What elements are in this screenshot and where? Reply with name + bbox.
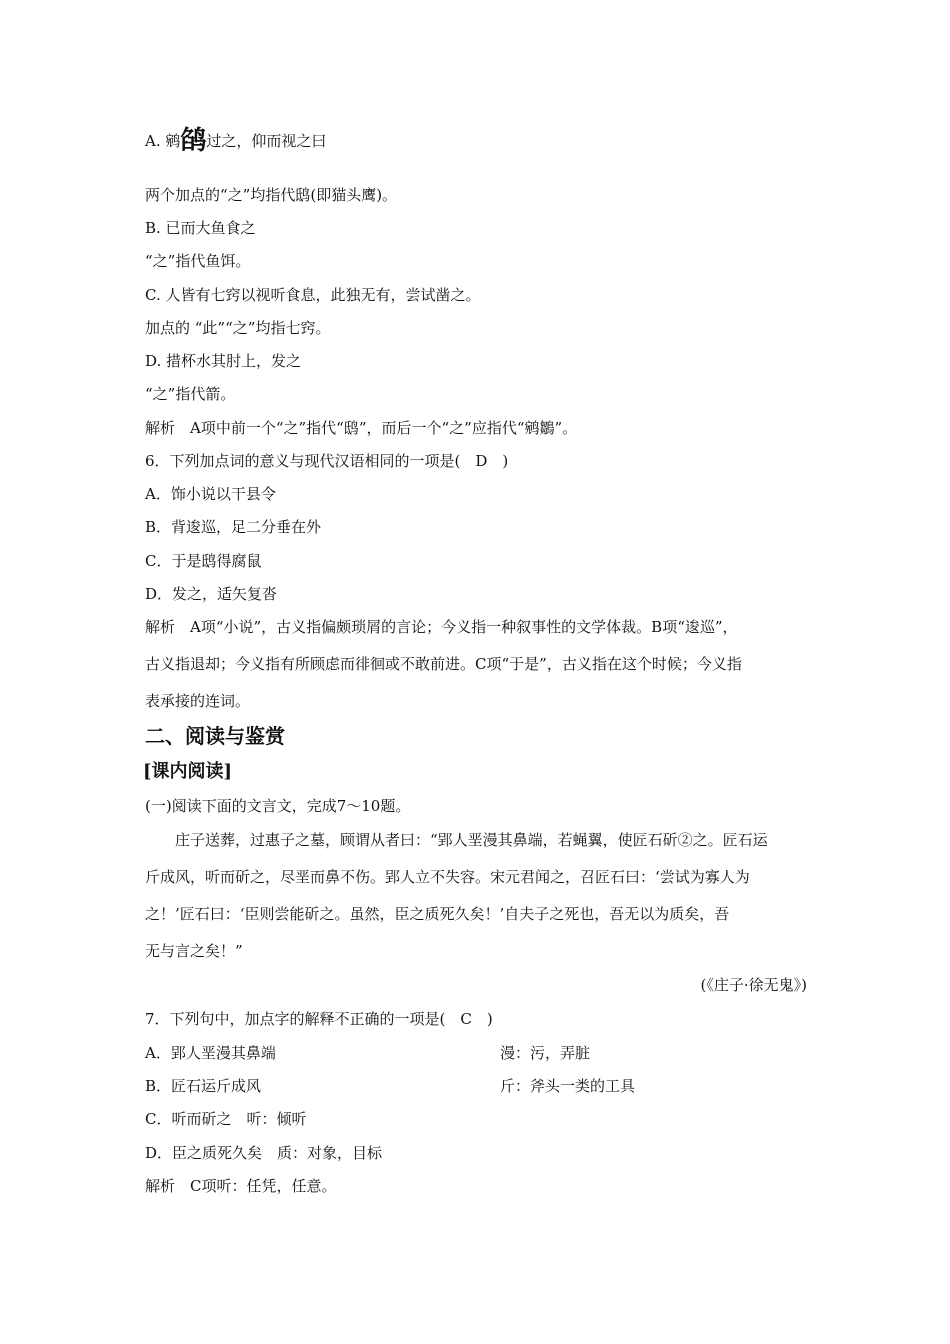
- question-7-option-d: D．臣之质死久矣 质：对象，目标: [145, 1144, 383, 1162]
- option-a-gloss: 漫：污，弄脏: [500, 1044, 591, 1062]
- question-6-option-c: C．于是鸱得腐鼠: [145, 552, 262, 570]
- explanation-b: “之”指代鱼饵。: [145, 252, 251, 270]
- passage-source: (《庄子·徐无鬼》): [700, 976, 807, 994]
- option-a-prefix: A. 鹓: [145, 132, 181, 150]
- option-b-line: B. 已而大鱼食之: [145, 219, 256, 237]
- passage-line-1: 庄子送葬，过惠子之墓，顾谓从者曰：“郢人垩漫其鼻端，若蝇翼，使匠石斫②之。匠石运: [175, 831, 768, 849]
- option-c-line: C. 人皆有七窍以视听食息，此独无有，尝试凿之。: [145, 286, 481, 304]
- question-6-stem: 6．下列加点词的意义与现代汉语相同的一项是( D ): [145, 452, 509, 470]
- option-a-line: [145, 126, 327, 156]
- option-b-text: B．匠石运斤成风: [145, 1077, 262, 1095]
- section-heading: 二、阅读与鉴赏: [145, 724, 285, 748]
- option-b-gloss: 斤：斧头一类的工具: [500, 1077, 636, 1095]
- question-7-option-a: [145, 1043, 591, 1063]
- option-a-text: A．郢人垩漫其鼻端: [145, 1044, 276, 1062]
- explanation-a: 两个加点的“之”均指代鸱(即猫头鹰)。: [145, 186, 398, 204]
- question-6-option-d: D．发之，适矢复沓: [145, 585, 278, 603]
- question-6-option-a: A．饰小说以干县令: [145, 485, 276, 503]
- section-subheading: [课内阅读]: [143, 761, 233, 782]
- analysis-7: 解析 C项听：任凭，任意。: [145, 1177, 337, 1195]
- passage-line-3: 之！’匠石曰：‘臣则尝能斫之。虽然，臣之质死久矣！’自夫子之死也，吾无以为质矣，吾: [145, 905, 730, 923]
- option-d-line: D. 措杯水其肘上，发之: [145, 352, 302, 370]
- passage-line-4: 无与言之矣！”: [145, 942, 243, 960]
- question-6-option-b: B．背逡巡，足二分垂在外: [145, 518, 322, 536]
- analysis-6-line-3: 表承接的连词。: [145, 692, 251, 710]
- passage-line-2: 斤成风，听而斫之，尽垩而鼻不伤。郢人立不失容。宋元君闻之，召匠石曰：‘尝试为寡人为: [145, 868, 750, 886]
- question-7-stem: 7．下列句中，加点字的解释不正确的一项是( C ): [145, 1010, 493, 1028]
- analysis-5: 解析 A项中前一个“之”指代“鸱”，而后一个“之”应指代“鹓鶵”。: [145, 419, 578, 437]
- enlarged-character: 鹐: [180, 126, 207, 156]
- reading-intro: (一)阅读下面的文言文，完成7～10题。: [145, 797, 411, 815]
- explanation-d: “之”指代箭。: [145, 385, 236, 403]
- option-a-suffix: 过之，仰而视之曰: [206, 132, 327, 150]
- analysis-6-line-2: 古义指退却；今义指有所顾虑而徘徊或不敢前进。C项“于是”，古义指在这个时候；今义指: [145, 655, 742, 673]
- analysis-6-line-1: 解析 A项“小说”，古义指偏颇琐屑的言论；今义指一种叙事性的文学体裁。B项“逡巡”，: [145, 618, 738, 636]
- explanation-c: 加点的 “此”“之”均指七窍。: [145, 319, 331, 337]
- question-7-option-c: C．听而斫之 听：倾听: [145, 1110, 307, 1128]
- question-7-option-b: [145, 1076, 636, 1096]
